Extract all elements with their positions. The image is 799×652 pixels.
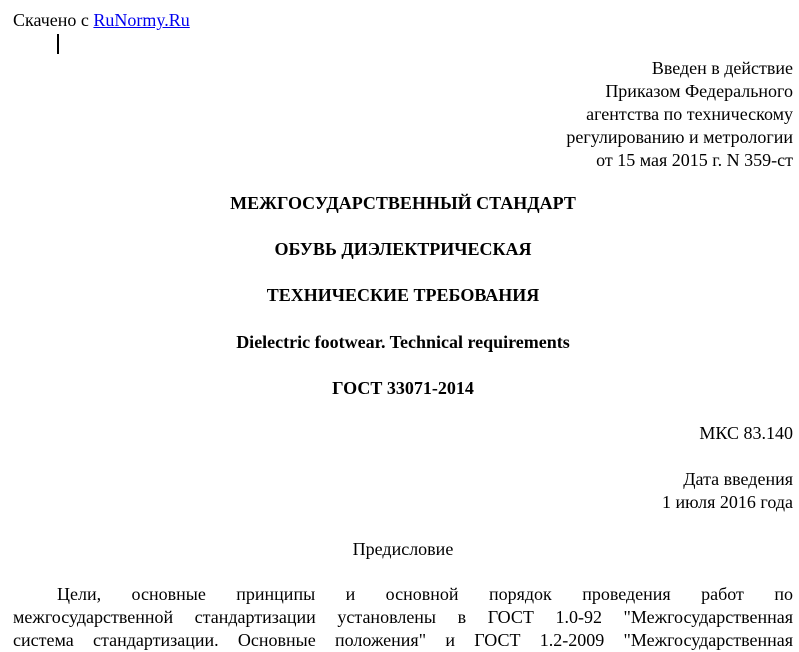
source-prefix: Скачено с	[13, 10, 94, 30]
approval-line: Введен в действие	[651, 58, 793, 78]
source-line	[13, 8, 190, 32]
paragraph-line: система стандартизации. Основные положения" и ГОСТ 1.2-2009 "Межгосударственная	[13, 630, 793, 650]
source-link[interactable]: RuNormy.Ru	[93, 10, 190, 30]
paragraph-line: Цели, основные принципы и основной порядок проведения работ по	[57, 584, 793, 604]
approval-line: Приказом Федерального	[605, 81, 793, 101]
standard-subtitle-ru: ТЕХНИЧЕСКИЕ ТРЕБОВАНИЯ	[266, 285, 540, 305]
approval-line: от 15 мая 2015 г. N 359-ст	[596, 150, 793, 170]
mks-code: МКС 83.140	[699, 423, 793, 443]
approval-line: агентства по техническому	[586, 104, 793, 124]
intro-date-value: 1 июля 2016 года	[662, 492, 793, 512]
paragraph-line: межгосударственной стандартизации установлены в ГОСТ 1.0-92 "Межгосударственная	[13, 607, 793, 627]
foreword-title: Предисловие	[352, 539, 454, 559]
foreword-paragraph	[13, 583, 793, 652]
intro-date-label: Дата введения	[683, 469, 793, 489]
standard-type-heading: МЕЖГОСУДАРСТВЕННЫЙ СТАНДАРТ	[230, 193, 576, 213]
approval-line: регулированию и метрологии	[566, 127, 793, 147]
standard-designation: ГОСТ 33071-2014	[332, 378, 474, 398]
standard-name-en: Dielectric footwear. Technical requirements	[236, 332, 570, 352]
standard-name-ru: ОБУВЬ ДИЭЛЕКТРИЧЕСКАЯ	[274, 239, 532, 259]
text-cursor	[57, 34, 59, 54]
approval-block	[566, 57, 793, 172]
